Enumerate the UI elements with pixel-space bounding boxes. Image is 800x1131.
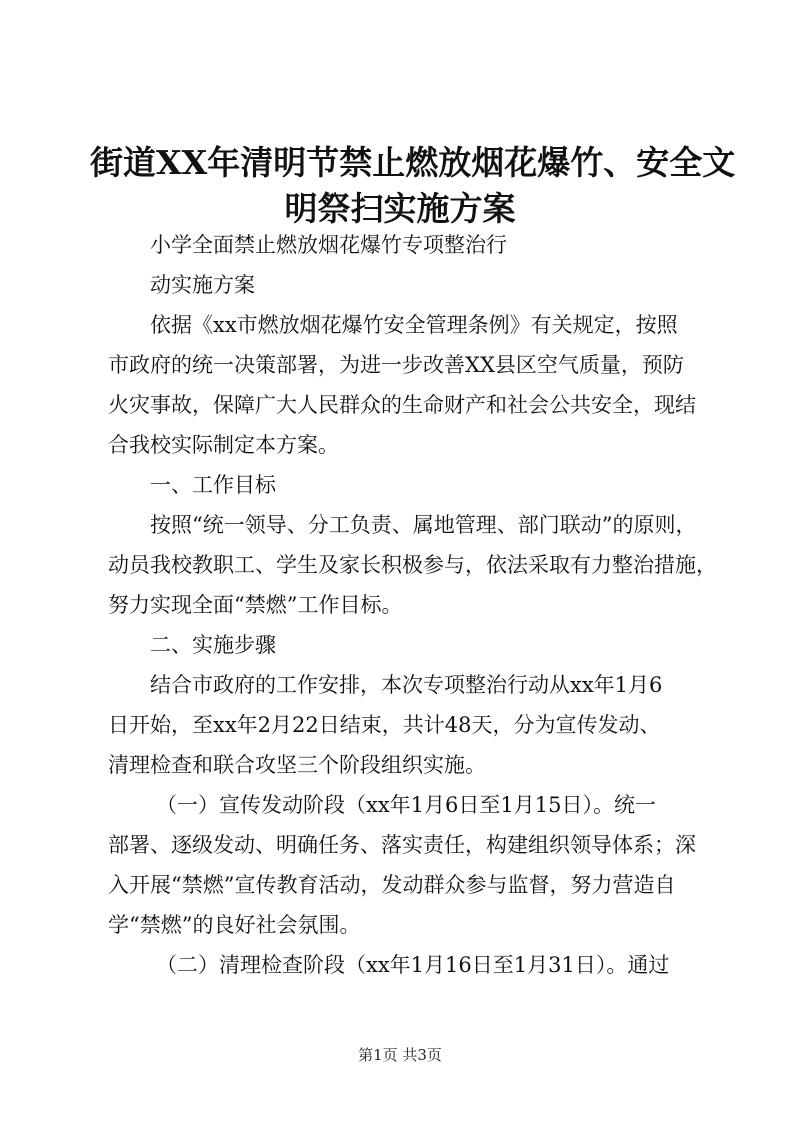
- section-heading-goals: 一、工作目标: [150, 473, 276, 497]
- paragraph-line: 动员我校教职工、学生及家长积极参与，依法采取有力整治措施，: [108, 553, 717, 577]
- paragraph-line: 依据《xx市燃放烟花爆竹安全管理条例》有关规定，按照: [150, 313, 678, 337]
- title-line-1: 街道XX年清明节禁止燃放烟花爆竹、安全文: [90, 143, 736, 182]
- paragraph-line: 结合市政府的工作安排，本次专项整治行动从xx年1月6: [150, 673, 663, 697]
- paragraph-line: 火灾事故，保障广大人民群众的生命财产和社会公共安全，现结: [108, 393, 696, 417]
- paragraph-basis: [108, 305, 708, 465]
- paragraph-line: 日开始，至xx年2月22日结束，共计48天，分为宣传发动、: [108, 713, 661, 737]
- title-line-2: 明祭扫实施方案: [284, 189, 516, 228]
- paragraph-line: 入开展“禁燃”宣传教育活动，发动群众参与监督，努力营造自: [108, 873, 676, 897]
- paragraph-line: 清理检查和联合攻坚三个阶段组织实施。: [108, 753, 486, 777]
- subtitle-line-2: 动实施方案: [150, 273, 255, 297]
- page-footer: [0, 1044, 800, 1065]
- paragraph-line: 部署、逐级发动、明确任务、落实责任，构建组织领导体系；深: [108, 833, 696, 857]
- paragraph-line: （二）清理检查阶段（xx年1月16日至1月31日）。通过: [156, 953, 670, 977]
- paragraph-line: （一）宣传发动阶段（xx年1月6日至1月15日）。统一: [156, 793, 656, 817]
- paragraph-phase-2: [108, 945, 708, 985]
- paragraph-schedule: [108, 665, 708, 785]
- paragraph-line: 市政府的统一决策部署，为进一步改善XX县区空气质量，预防: [108, 353, 684, 377]
- paragraph-line: 合我校实际制定本方案。: [108, 433, 339, 457]
- document-body: [108, 225, 717, 985]
- paragraph-goals: [108, 505, 717, 625]
- paragraph-line: 努力实现全面“禁燃”工作目标。: [108, 593, 403, 617]
- section-heading-steps: 二、实施步骤: [150, 633, 276, 657]
- page-number: 第1页 共3页: [358, 1046, 442, 1064]
- paragraph-line: 按照“统一领导、分工负责、属地管理、部门联动”的原则，: [150, 513, 697, 537]
- subtitle-line-1: 小学全面禁止燃放烟花爆竹专项整治行: [150, 233, 507, 257]
- paragraph-line: 学“禁燃”的良好社会氛围。: [108, 913, 361, 937]
- document-title: [90, 140, 736, 232]
- paragraph-phase-1: [108, 785, 708, 945]
